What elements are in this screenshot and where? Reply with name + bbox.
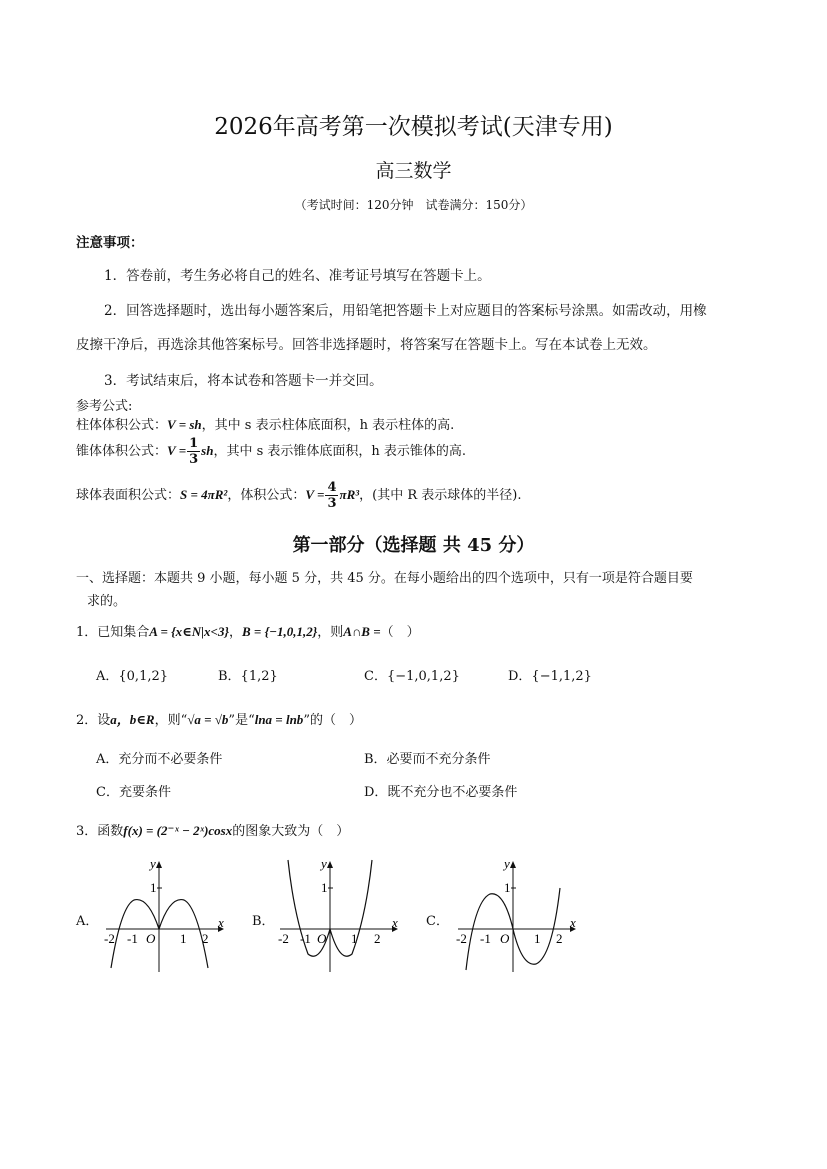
sphere-formula (76, 481, 522, 510)
notice-item-2-line2: 皮擦干净后，再选涂其他答案标号。回答非选择题时，将答案写在答题卡上。写在本试卷上无效。 (76, 337, 657, 353)
q1-set-b: B = {−1,0,1,2} (242, 624, 318, 639)
subject-title: 高三数学 (375, 160, 452, 182)
x-tick-neg1: -1 (480, 931, 491, 946)
prism-volume-formula (76, 414, 454, 433)
cone-fraction (187, 437, 200, 466)
sphere-vol-lhs: V = (305, 487, 325, 502)
x-axis-label: x (392, 915, 398, 930)
prism-label: 柱体体积公式： (76, 418, 168, 433)
q3-graph-c (448, 856, 582, 974)
q3-prefix: 3．函数 (76, 824, 124, 839)
y-axis-arrow-icon (510, 861, 516, 868)
q1-option-c: C．{−1,0,1,2} (364, 669, 460, 684)
sphere-area: S = 4πR² (180, 487, 228, 502)
question-1 (76, 621, 420, 640)
y-axis-label: y (321, 856, 327, 871)
q1-prefix: 1．已知集合 (76, 625, 150, 640)
x-tick-neg2: -2 (278, 931, 289, 946)
q2-option-d: D．既不充分也不必要条件 (364, 785, 518, 800)
part1-intro-line1: 一、选择题：本题共 9 小题，每小题 5 分，共 45 分。在每小题给出的四个选项中，只有一项是符合题目要 (76, 571, 693, 586)
exam-title: 2026年高考第一次模拟考试(天津专用) (214, 114, 613, 140)
q1-expr: A∩B = (343, 624, 381, 639)
q3-graph-b (270, 856, 404, 974)
x-tick-2: 2 (374, 931, 381, 946)
cone-numerator: 1 (189, 436, 199, 451)
q1-sep: ， (228, 625, 242, 640)
x-axis-label: x (570, 915, 576, 930)
y-axis-arrow-icon (156, 861, 162, 868)
x-tick-neg1: -1 (300, 931, 311, 946)
q2-tail: ”的（ ） (303, 713, 362, 728)
cone-volume-formula (76, 437, 466, 466)
notice-item-1: 1．答卷前，考生务必将自己的姓名、准考证号填写在答题卡上。 (104, 268, 491, 284)
q3-tail: 的图象大致为（ ） (232, 824, 350, 839)
sphere-fraction (325, 481, 338, 510)
y-axis-arrow-icon (327, 861, 333, 868)
x-tick-1: 1 (180, 931, 187, 946)
q3-func: f(x) = (2⁻ˣ − 2ˣ)cosx (123, 823, 233, 838)
sphere-vol-rhs: πR³ (339, 487, 360, 502)
prism-formula: V = sh (167, 417, 202, 432)
q1-paren: （ ） (380, 625, 420, 640)
origin-label: O (317, 931, 327, 946)
x-tick-1: 1 (351, 931, 358, 946)
y-axis-label: y (150, 856, 156, 871)
x-tick-neg2: -2 (456, 931, 467, 946)
q1-option-b: B．{1,2} (218, 669, 278, 684)
q1-ask: ，则 (317, 625, 344, 640)
sphere-vol-label: ，体积公式： (227, 488, 306, 503)
notice-item-3: 3．考试结束后，将本试卷和答题卡一并交回。 (104, 373, 383, 389)
notice-heading: 注意事项： (76, 235, 144, 251)
x-tick-neg1: -1 (127, 931, 138, 946)
x-tick-neg2: -2 (104, 931, 115, 946)
q2-mid2: ”是“ (228, 713, 255, 728)
q3-graph-b-label: B． (252, 914, 275, 929)
notice-item-2-line1: 2．回答选择题时，选出每小题答案后，用铅笔把答题卡上对应题目的答案标号涂黑。如需改动，用橡 (104, 303, 707, 319)
q2-option-a: A．充分而不必要条件 (96, 752, 223, 767)
cone-rhs: sh (201, 443, 214, 458)
y-tick-label: 1 (150, 880, 157, 895)
q2-option-c: C．充要条件 (96, 785, 171, 800)
sphere-desc: ，(其中 R 表示球体的半径). (359, 488, 522, 503)
q3-graph-c-label: C． (426, 914, 449, 929)
q2-cond2: lna = lnb (254, 712, 304, 727)
question-3 (76, 820, 349, 839)
origin-label: O (500, 931, 510, 946)
exam-info: （考试时间：120分钟 试卷满分：150分） (294, 198, 533, 212)
q2-cond1: √a = √b (187, 712, 229, 727)
q2-option-b: B．必要而不充分条件 (364, 752, 491, 767)
y-tick-label: 1 (504, 880, 511, 895)
prism-desc: ，其中 s 表示柱体底面积，h 表示柱体的高. (201, 418, 455, 433)
cone-desc: ，其中 s 表示锥体底面积，h 表示锥体的高. (213, 444, 467, 459)
x-tick-2: 2 (202, 931, 209, 946)
part1-intro-line2: 求的。 (87, 594, 127, 609)
q1-set-a: A = {x∈N|x<3} (149, 624, 229, 639)
question-2 (76, 709, 362, 728)
sphere-label: 球体表面积公式： (76, 488, 181, 503)
x-tick-2: 2 (556, 931, 563, 946)
cone-lhs: V = (167, 443, 187, 458)
q2-prefix: 2．设 (76, 713, 111, 728)
q2-mid: ，则“ (154, 713, 188, 728)
x-tick-1: 1 (534, 931, 541, 946)
q1-option-a: A．{0,1,2} (96, 669, 169, 684)
q1-option-d: D．{−1,1,2} (508, 669, 592, 684)
x-axis-label: x (218, 915, 224, 930)
y-axis-label: y (504, 856, 510, 871)
q3-graph-a-label: A． (76, 914, 99, 929)
y-tick-label: 1 (321, 880, 328, 895)
sphere-denominator: 3 (327, 496, 337, 511)
formulas-heading: 参考公式: (76, 399, 133, 414)
sphere-numerator: 4 (327, 480, 337, 495)
part1-title: 第一部分（选择题 共 45 分） (292, 535, 535, 556)
q3-graph-a (96, 856, 230, 974)
cone-denominator: 3 (189, 452, 199, 467)
cone-label: 锥体体积公式： (76, 444, 168, 459)
q2-vars: a，b∈R (110, 712, 155, 727)
origin-label: O (146, 931, 156, 946)
